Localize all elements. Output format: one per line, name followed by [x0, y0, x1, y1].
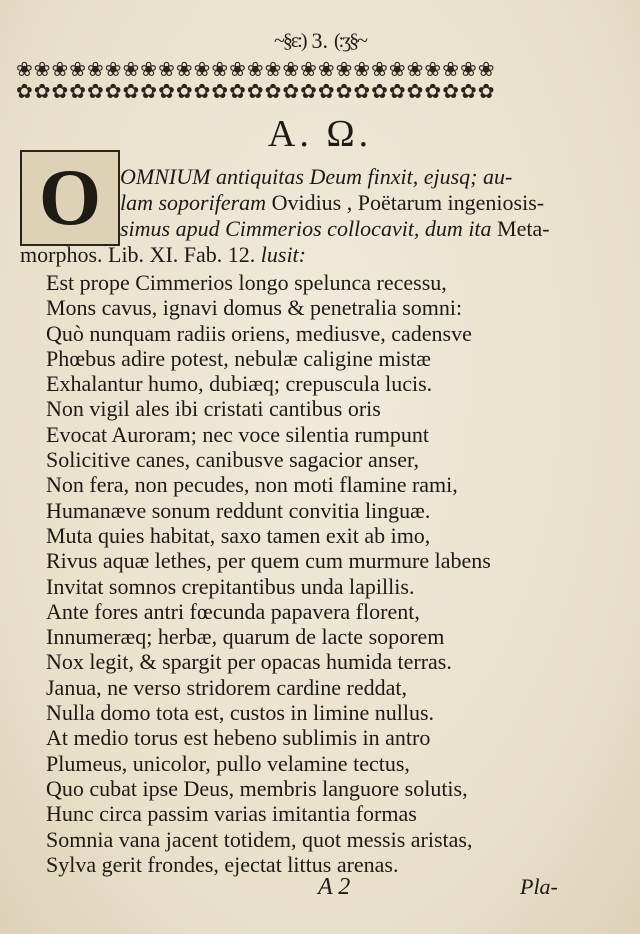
verse-line: Plumeus, unicolor, pullo velamine tectus, — [46, 750, 410, 776]
ornamental-border — [16, 58, 576, 104]
verse-line: Invitat somnos crepitantibus unda lapillis. — [46, 573, 415, 599]
verse-line: Nulla domo tota est, custos in limine nullus. — [46, 700, 435, 726]
verse-line: Muta quies habitat, saxo tamen exit ab imo, — [46, 522, 431, 548]
intro-line-1 — [120, 164, 512, 190]
border-row-top: ❀❀❀❀❀❀❀❀❀❀❀❀❀❀❀❀❀❀❀❀❀❀❀❀❀❀❀ — [16, 58, 496, 81]
section-title: A. Ω. — [267, 113, 373, 155]
intro-line-4-text: morphos. Lib. XI. Fab. 12. — [20, 242, 261, 267]
intro-line-1-rest: antiquitas Deum finxit, ejusq; au- — [210, 164, 513, 189]
verse-line: Nox legit, & spargit per opacas humida terras. — [46, 649, 452, 675]
header-ornament-right: (:ʒ§~ — [334, 29, 366, 52]
verse-line: Solicitive canes, canibusve sagacior anser, — [46, 447, 419, 473]
intro-line-4-italic: lusit: — [260, 242, 306, 267]
verse-line: Est prope Cimmerios longo spelunca recessu, — [46, 270, 447, 295]
page-header — [0, 28, 640, 54]
verse-line: Ante fores antri fœcunda papavera florent, — [46, 598, 420, 624]
verse-line: Non vigil ales ibi cristati cantibus oris — [46, 396, 381, 422]
decorated-initial: O — [20, 150, 120, 246]
verse-line: Janua, ne verso stridorem cardine reddat, — [46, 674, 408, 700]
intro-line-2-italic: lam soporiferam — [120, 190, 267, 215]
intro-line-2-rest: Ovidius , Poëtarum ingeniosis- — [266, 190, 545, 215]
verse-line: Somnia vana jacent totidem, quot messis aristas, — [46, 826, 473, 852]
header-ornament-left: ~§ɛ:) — [274, 29, 306, 52]
verse-line: Quo cubat ipse Deus, membris languore solutis, — [46, 775, 468, 801]
verse-line: Non fera, non pecudes, non moti flamine rami, — [46, 472, 458, 498]
verse-line: Humanæve sonum reddunt convitia linguæ. — [46, 497, 431, 523]
verse-line: Phœbus adire potest, nebulæ caligine mistæ — [46, 345, 431, 371]
verse-line: Exhalantur humo, dubiæq; crepuscula lucis. — [46, 371, 433, 397]
verse-line: At medio torus est hebeno sublimis in antro — [46, 725, 431, 751]
intro-line-3-italic: simus apud Cimmerios collocavit, dum ita — [120, 216, 492, 241]
verse-line: Sylva gerit frondes, ejectat littus arenas. — [46, 851, 399, 877]
verse-line: Rivus aquæ lethes, per quem cum murmure labens — [46, 548, 491, 574]
poem-verse — [46, 270, 616, 877]
page-footer — [0, 874, 640, 904]
verse-line: Quò nunquam radiis oriens, mediusve, cadensve — [46, 320, 472, 346]
verse-line: Hunc circa passim varias imitantia formas — [46, 801, 417, 827]
signature-mark: A 2 — [318, 874, 351, 900]
catchword: Pla- — [520, 874, 558, 899]
verse-line: Mons cavus, ignavi domus & penetralia somni: — [46, 295, 463, 321]
verse-line: Evocat Auroram; nec voce silentia rumpunt — [46, 421, 430, 447]
intro-line-3 — [120, 216, 550, 242]
page-number: 3. — [311, 28, 328, 53]
intro-line-2 — [120, 190, 544, 216]
intro-line-4 — [20, 242, 306, 268]
verse-line: Innumeræq; herbæ, quarum de lacte soporem — [46, 624, 445, 650]
border-row-bottom: ✿✿✿✿✿✿✿✿✿✿✿✿✿✿✿✿✿✿✿✿✿✿✿✿✿✿✿ — [16, 79, 496, 103]
intro-line-1-italic: OMNIUM — [120, 164, 211, 189]
intro-line-3-rest: Meta- — [491, 216, 550, 241]
